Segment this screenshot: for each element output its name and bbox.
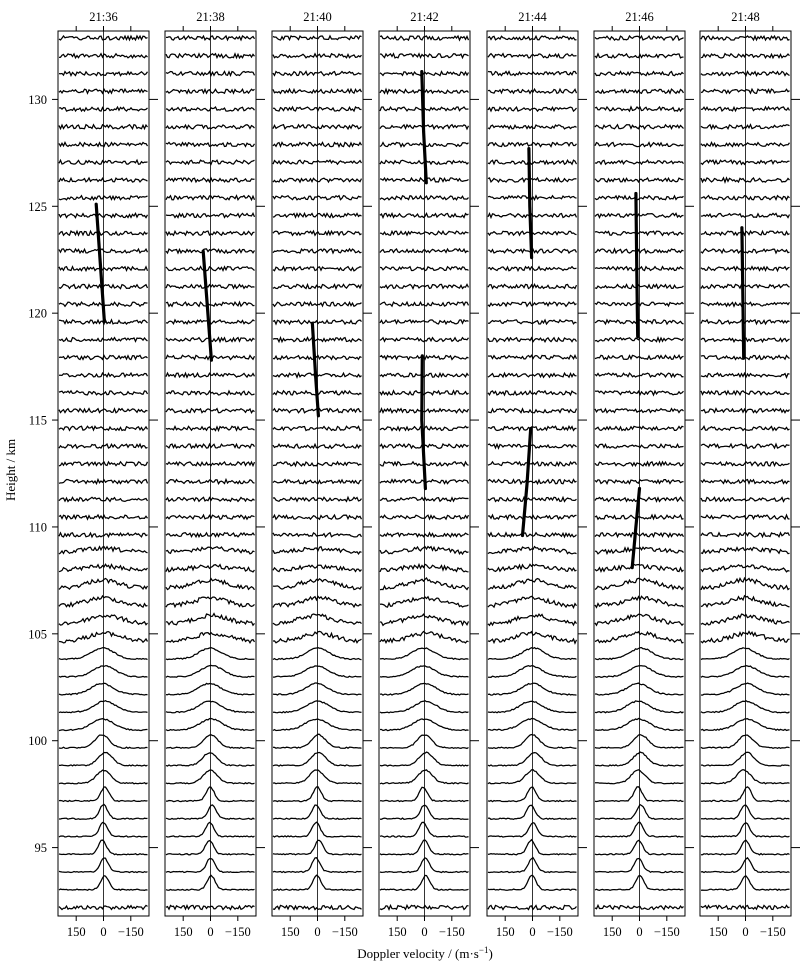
spectrum-line xyxy=(701,373,790,377)
y-tick-label: 120 xyxy=(28,306,47,321)
x-tick-label: −150 xyxy=(653,925,680,939)
x-tick-label: 0 xyxy=(207,925,214,939)
x-tick-label: 0 xyxy=(742,925,749,939)
x-axis-title xyxy=(357,945,493,961)
panel-title: 21:48 xyxy=(731,10,760,24)
spectrum-line xyxy=(166,36,255,40)
x-tick-label: 150 xyxy=(280,925,300,939)
y-tick-label: 105 xyxy=(28,627,47,642)
spectra-panel xyxy=(594,10,685,939)
spectra-panel xyxy=(58,10,149,939)
x-tick-label: −150 xyxy=(546,925,573,939)
x-tick-label: −150 xyxy=(224,925,251,939)
y-tick-label: 100 xyxy=(28,734,47,749)
meteor-echo-trace xyxy=(636,194,638,337)
y-axis xyxy=(28,93,800,855)
spectra-panels xyxy=(58,10,791,939)
x-tick-label: 0 xyxy=(529,925,536,939)
y-tick-label: 130 xyxy=(28,92,47,107)
x-tick-label: 150 xyxy=(173,925,193,939)
x-tick-label: 150 xyxy=(66,925,86,939)
x-tick-label: 150 xyxy=(708,925,728,939)
x-axis-title-superscript: −1 xyxy=(478,945,489,955)
spectrum-line xyxy=(595,480,684,484)
spectra-panel xyxy=(165,10,256,939)
x-tick-label: 150 xyxy=(495,925,515,939)
x-axis-title-close: ) xyxy=(488,946,493,961)
spectra-panel xyxy=(272,10,363,939)
x-tick-label: 0 xyxy=(421,925,428,939)
spectrum-line xyxy=(166,72,255,76)
x-tick-label: 150 xyxy=(387,925,407,939)
spectra-panel xyxy=(379,10,470,939)
spectrum-line xyxy=(595,391,684,395)
y-tick-label: 125 xyxy=(28,199,47,214)
x-tick-label: 0 xyxy=(100,925,107,939)
y-tick-label: 115 xyxy=(28,413,47,428)
x-tick-label: −150 xyxy=(438,925,465,939)
y-tick-label: 95 xyxy=(34,841,47,856)
spectrum-line xyxy=(701,231,790,235)
spectrum-line xyxy=(488,338,577,342)
panel-title: 21:36 xyxy=(89,10,118,24)
meteor-echo-trace xyxy=(529,149,532,258)
x-tick-label: 0 xyxy=(314,925,321,939)
spectrum-line xyxy=(166,178,255,182)
spectrum-line xyxy=(59,89,148,93)
x-tick-label: −150 xyxy=(759,925,786,939)
panel-title: 21:46 xyxy=(625,10,654,24)
panel-title: 21:42 xyxy=(410,10,439,24)
meteor-echo-trace xyxy=(422,72,427,183)
x-axis-title-main: Doppler velocity / (m·s xyxy=(357,946,479,961)
x-tick-label: −150 xyxy=(117,925,144,939)
x-tick-label: 0 xyxy=(636,925,643,939)
spectra-panel xyxy=(700,10,791,939)
spectrum-line xyxy=(59,355,148,359)
meteor-echo-trace xyxy=(742,228,744,358)
spectra-panel xyxy=(487,10,578,939)
x-tick-label: 150 xyxy=(602,925,622,939)
y-axis-title: Height / km xyxy=(3,438,18,502)
y-tick-label: 110 xyxy=(28,520,47,535)
panel-title: 21:40 xyxy=(303,10,332,24)
panel-title: 21:38 xyxy=(196,10,225,24)
x-tick-label: −150 xyxy=(331,925,358,939)
panel-title: 21:44 xyxy=(518,10,547,24)
